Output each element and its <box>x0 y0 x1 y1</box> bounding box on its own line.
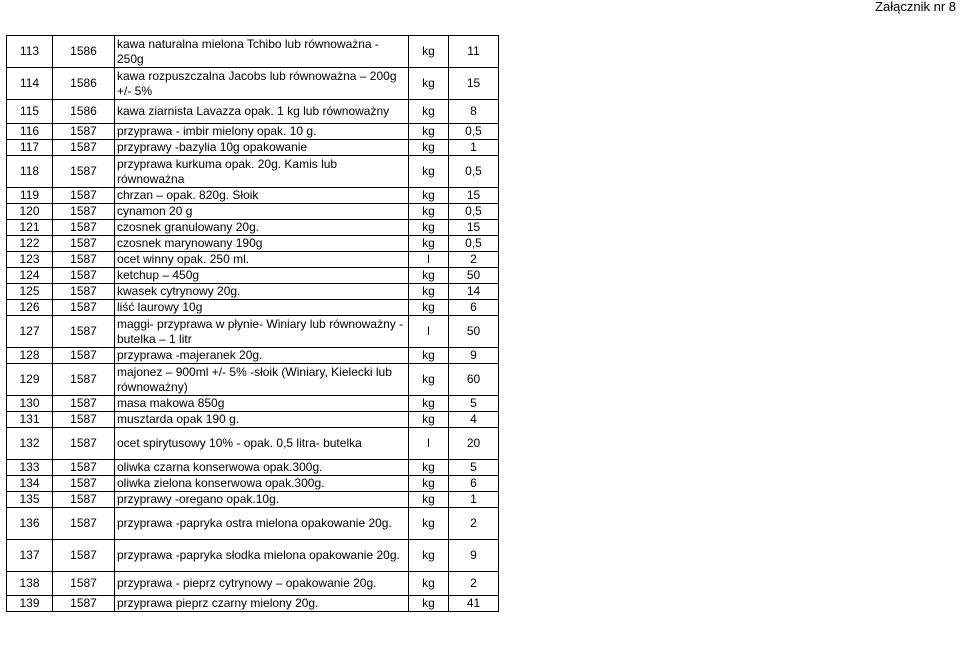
quantity-cell: 0,5 <box>449 124 499 140</box>
quantity-cell: 50 <box>449 268 499 284</box>
table-row <box>7 460 499 476</box>
unit-cell: kg <box>409 100 449 124</box>
product-name-cell: przyprawa - pieprz cytrynowy – opakowanie 20g. <box>115 572 409 596</box>
product-code-cell: 1587 <box>53 412 115 428</box>
product-name-cell: kawa rozpuszczalna Jacobs lub równoważna – 200g +/- 5% <box>115 68 409 100</box>
product-name-cell: czosnek marynowany 190g <box>115 236 409 252</box>
table-row <box>7 124 499 140</box>
product-name-cell: ocet spirytusowy 10% - opak. 0,5 litra- butelka <box>115 428 409 460</box>
product-name-cell: kawa ziarnista Lavazza opak. 1 kg lub równoważny <box>115 100 409 124</box>
row-number-cell: 120 <box>7 204 53 220</box>
quantity-cell: 0,5 <box>449 156 499 188</box>
product-code-cell: 1587 <box>53 140 115 156</box>
product-code-cell: 1587 <box>53 236 115 252</box>
unit-cell: kg <box>409 204 449 220</box>
row-number-cell: 131 <box>7 412 53 428</box>
product-code-cell: 1587 <box>53 156 115 188</box>
quantity-cell: 50 <box>449 316 499 348</box>
row-number-cell: 132 <box>7 428 53 460</box>
row-number-cell: 122 <box>7 236 53 252</box>
table-row <box>7 236 499 252</box>
product-code-cell: 1587 <box>53 204 115 220</box>
unit-cell: kg <box>409 220 449 236</box>
product-name-cell: przyprawy -oregano opak.10g. <box>115 492 409 508</box>
row-number-cell: 114 <box>7 68 53 100</box>
product-code-cell: 1587 <box>53 316 115 348</box>
unit-cell: l <box>409 428 449 460</box>
table-row <box>7 100 499 124</box>
unit-cell: kg <box>409 68 449 100</box>
unit-cell: kg <box>409 236 449 252</box>
unit-cell: kg <box>409 364 449 396</box>
product-name-cell: masa makowa 850g <box>115 396 409 412</box>
unit-cell: l <box>409 252 449 268</box>
row-number-cell: 118 <box>7 156 53 188</box>
unit-cell: kg <box>409 412 449 428</box>
row-number-cell: 117 <box>7 140 53 156</box>
table-row <box>7 596 499 612</box>
quantity-cell: 1 <box>449 492 499 508</box>
row-number-cell: 113 <box>7 36 53 68</box>
row-number-cell: 139 <box>7 596 53 612</box>
row-number-cell: 130 <box>7 396 53 412</box>
product-code-cell: 1587 <box>53 460 115 476</box>
product-code-cell: 1587 <box>53 284 115 300</box>
table-row <box>7 284 499 300</box>
product-code-cell: 1586 <box>53 100 115 124</box>
table-row <box>7 188 499 204</box>
row-number-cell: 135 <box>7 492 53 508</box>
product-code-cell: 1586 <box>53 68 115 100</box>
quantity-cell: 0,5 <box>449 236 499 252</box>
quantity-cell: 2 <box>449 572 499 596</box>
quantity-cell: 1 <box>449 140 499 156</box>
row-number-cell: 137 <box>7 540 53 572</box>
product-code-cell: 1587 <box>53 188 115 204</box>
product-name-cell: przyprawa -papryka ostra mielona opakowanie 20g. <box>115 508 409 540</box>
unit-cell: kg <box>409 268 449 284</box>
product-code-cell: 1587 <box>53 476 115 492</box>
product-name-cell: ketchup – 450g <box>115 268 409 284</box>
product-name-cell: przyprawa kurkuma opak. 20g. Kamis lub równoważna <box>115 156 409 188</box>
product-code-cell: 1587 <box>53 220 115 236</box>
table-row <box>7 316 499 348</box>
row-number-cell: 115 <box>7 100 53 124</box>
product-name-cell: maggi- przyprawa w płynie- Winiary lub równoważny - butelka – 1 litr <box>115 316 409 348</box>
unit-cell: kg <box>409 492 449 508</box>
product-code-cell: 1587 <box>53 508 115 540</box>
product-name-cell: kwasek cytrynowy 20g. <box>115 284 409 300</box>
unit-cell: kg <box>409 596 449 612</box>
table-row <box>7 268 499 284</box>
table-row <box>7 252 499 268</box>
product-code-cell: 1587 <box>53 428 115 460</box>
product-name-cell: przyprawa -papryka słodka mielona opakowanie 20g. <box>115 540 409 572</box>
quantity-cell: 2 <box>449 508 499 540</box>
row-number-cell: 127 <box>7 316 53 348</box>
product-code-cell: 1587 <box>53 396 115 412</box>
product-name-cell: musztarda opak 190 g. <box>115 412 409 428</box>
table-row <box>7 156 499 188</box>
row-number-cell: 126 <box>7 300 53 316</box>
table-row <box>7 204 499 220</box>
row-number-cell: 133 <box>7 460 53 476</box>
quantity-cell: 6 <box>449 476 499 492</box>
row-number-cell: 138 <box>7 572 53 596</box>
quantity-cell: 2 <box>449 252 499 268</box>
quantity-cell: 4 <box>449 412 499 428</box>
product-name-cell: oliwka zielona konserwowa opak.300g. <box>115 476 409 492</box>
product-code-cell: 1587 <box>53 348 115 364</box>
table-row <box>7 396 499 412</box>
product-code-cell: 1586 <box>53 36 115 68</box>
products-table <box>6 35 499 612</box>
product-name-cell: przyprawy -bazylia 10g opakowanie <box>115 140 409 156</box>
quantity-cell: 14 <box>449 284 499 300</box>
product-name-cell: majonez – 900ml +/- 5% -słoik (Winiary, Kielecki lub równoważny) <box>115 364 409 396</box>
unit-cell: kg <box>409 140 449 156</box>
quantity-cell: 9 <box>449 348 499 364</box>
products-table-body <box>7 36 499 612</box>
product-name-cell: przyprawa pieprz czarny mielony 20g. <box>115 596 409 612</box>
table-row <box>7 412 499 428</box>
unit-cell: kg <box>409 156 449 188</box>
row-number-cell: 128 <box>7 348 53 364</box>
unit-cell: kg <box>409 476 449 492</box>
table-row <box>7 36 499 68</box>
product-code-cell: 1587 <box>53 364 115 396</box>
quantity-cell: 11 <box>449 36 499 68</box>
unit-cell: kg <box>409 124 449 140</box>
product-code-cell: 1587 <box>53 596 115 612</box>
quantity-cell: 5 <box>449 460 499 476</box>
quantity-cell: 15 <box>449 68 499 100</box>
product-code-cell: 1587 <box>53 540 115 572</box>
unit-cell: kg <box>409 540 449 572</box>
unit-cell: kg <box>409 572 449 596</box>
quantity-cell: 15 <box>449 188 499 204</box>
table-row <box>7 300 499 316</box>
row-number-cell: 136 <box>7 508 53 540</box>
unit-cell: kg <box>409 508 449 540</box>
table-row <box>7 348 499 364</box>
unit-cell: kg <box>409 36 449 68</box>
unit-cell: l <box>409 316 449 348</box>
quantity-cell: 60 <box>449 364 499 396</box>
product-code-cell: 1587 <box>53 300 115 316</box>
product-code-cell: 1587 <box>53 252 115 268</box>
unit-cell: kg <box>409 348 449 364</box>
table-row <box>7 508 499 540</box>
row-number-cell: 134 <box>7 476 53 492</box>
quantity-cell: 9 <box>449 540 499 572</box>
row-number-cell: 119 <box>7 188 53 204</box>
product-name-cell: ocet winny opak. 250 ml. <box>115 252 409 268</box>
row-number-cell: 121 <box>7 220 53 236</box>
annex-label: Załącznik nr 8 <box>875 0 956 14</box>
row-number-cell: 123 <box>7 252 53 268</box>
unit-cell: kg <box>409 300 449 316</box>
table-row <box>7 572 499 596</box>
product-name-cell: chrzan – opak. 820g. Słoik <box>115 188 409 204</box>
product-name-cell: kawa naturalna mielona Tchibo lub równoważna - 250g <box>115 36 409 68</box>
unit-cell: kg <box>409 396 449 412</box>
table-row <box>7 220 499 236</box>
row-number-cell: 129 <box>7 364 53 396</box>
quantity-cell: 15 <box>449 220 499 236</box>
product-name-cell: przyprawa -majeranek 20g. <box>115 348 409 364</box>
unit-cell: kg <box>409 284 449 300</box>
unit-cell: kg <box>409 460 449 476</box>
quantity-cell: 20 <box>449 428 499 460</box>
quantity-cell: 8 <box>449 100 499 124</box>
product-name-cell: cynamon 20 g <box>115 204 409 220</box>
table-row <box>7 540 499 572</box>
row-number-cell: 116 <box>7 124 53 140</box>
product-name-cell: czosnek granulowany 20g. <box>115 220 409 236</box>
row-number-cell: 124 <box>7 268 53 284</box>
quantity-cell: 5 <box>449 396 499 412</box>
quantity-cell: 41 <box>449 596 499 612</box>
product-name-cell: liść laurowy 10g <box>115 300 409 316</box>
unit-cell: kg <box>409 188 449 204</box>
quantity-cell: 6 <box>449 300 499 316</box>
table-row <box>7 476 499 492</box>
table-row <box>7 364 499 396</box>
table-row <box>7 492 499 508</box>
product-name-cell: przyprawa - imbir mielony opak. 10 g. <box>115 124 409 140</box>
product-code-cell: 1587 <box>53 572 115 596</box>
product-name-cell: oliwka czarna konserwowa opak.300g. <box>115 460 409 476</box>
table-row <box>7 428 499 460</box>
quantity-cell: 0,5 <box>449 204 499 220</box>
table-row <box>7 68 499 100</box>
product-code-cell: 1587 <box>53 268 115 284</box>
table-row <box>7 140 499 156</box>
product-code-cell: 1587 <box>53 124 115 140</box>
row-number-cell: 125 <box>7 284 53 300</box>
product-code-cell: 1587 <box>53 492 115 508</box>
